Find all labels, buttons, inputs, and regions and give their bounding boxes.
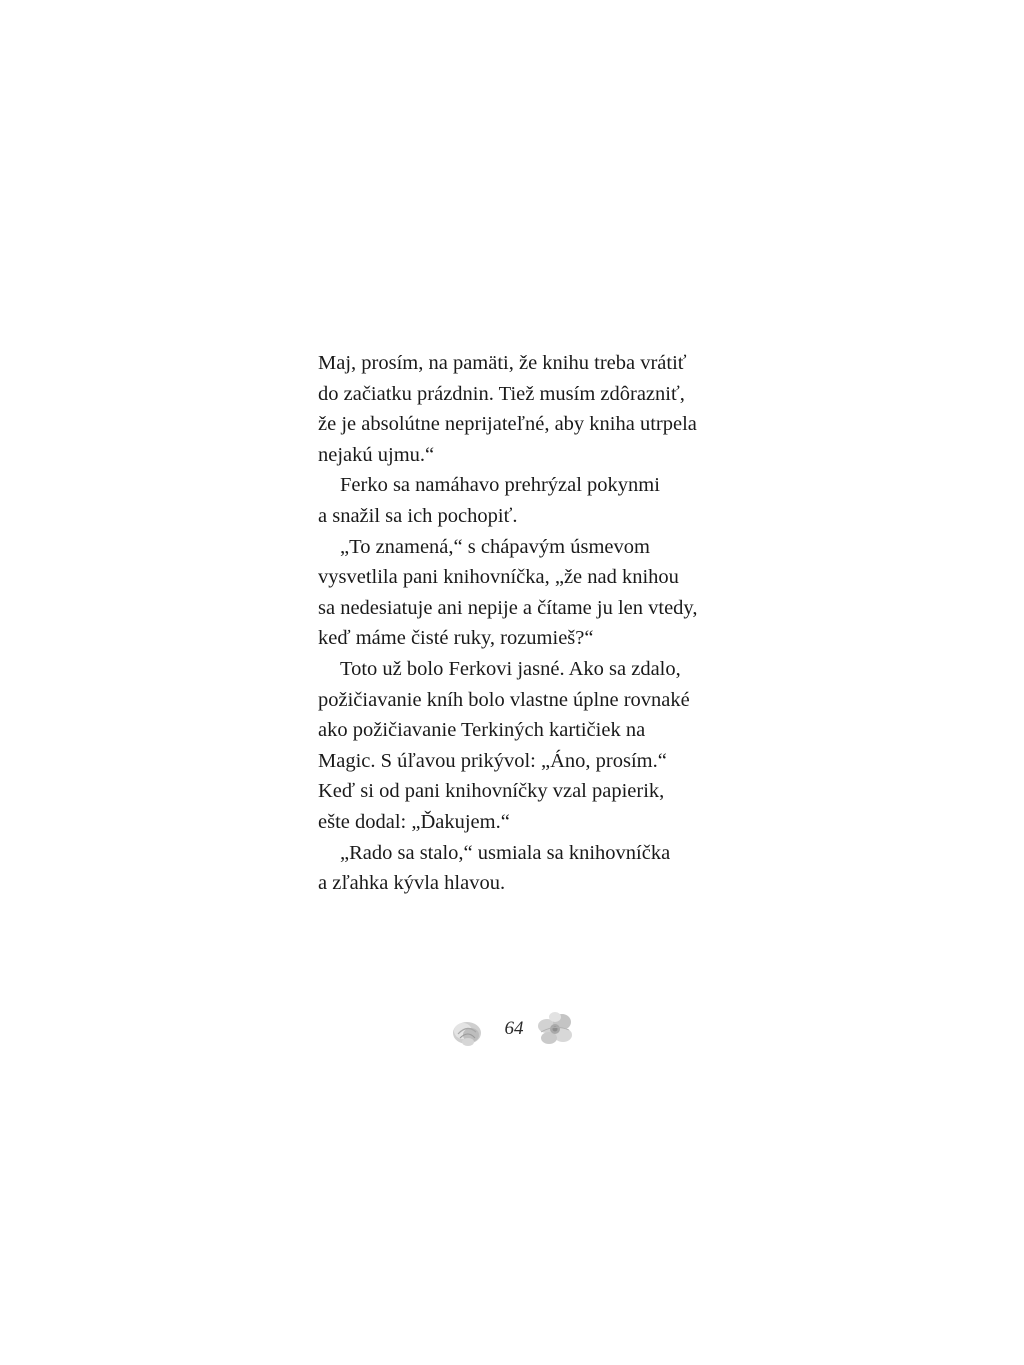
text-line: a zľahka kývla hlavou. <box>318 872 506 895</box>
body-text <box>318 348 718 899</box>
text-line: že je absolútne neprijateľné, aby kniha utrpela <box>318 413 697 436</box>
text-line: vysvetlila pani knihovníčka, „že nad knihou <box>318 566 679 589</box>
text-line: Ferko sa namáhavo prehrýzal pokynmi <box>340 474 660 497</box>
text-line: do začiatku prázdnin. Tiež musím zdôrazniť, <box>318 382 685 405</box>
text-line: Magic. S úľavou prikývol: „Áno, prosím.“ <box>318 749 667 772</box>
text-line: požičiavanie kníh bolo vlastne úplne rovnaké <box>318 688 690 711</box>
page-number: 64 <box>504 1018 524 1039</box>
text-line: ešte dodal: „Ďakujem.“ <box>318 810 510 833</box>
flower-icon <box>535 1010 575 1053</box>
page-footer <box>0 1008 1024 1052</box>
text-line: keď máme čisté ruky, rozumieš?“ <box>318 627 594 650</box>
text-line: nejakú ujmu.“ <box>318 443 435 466</box>
rose-icon <box>450 1018 484 1053</box>
text-line: ako požičiavanie Terkiných kartičiek na <box>318 719 646 742</box>
text-line: sa nedesiatuje ani nepije a čítame ju len vtedy, <box>318 596 698 619</box>
text-line: Toto už bolo Ferkovi jasné. Ako sa zdalo, <box>340 657 681 680</box>
text-line: „To znamená,“ s chápavým úsmevom <box>340 535 650 558</box>
text-line: Maj, prosím, na pamäti, že knihu treba vrátiť <box>318 352 687 374</box>
text-line: a snažil sa ich pochopiť. <box>318 504 518 527</box>
text-line: Keď si od pani knihovníčky vzal papierik, <box>318 780 665 803</box>
text-line: „Rado sa stalo,“ usmiala sa knihovníčka <box>340 841 671 864</box>
